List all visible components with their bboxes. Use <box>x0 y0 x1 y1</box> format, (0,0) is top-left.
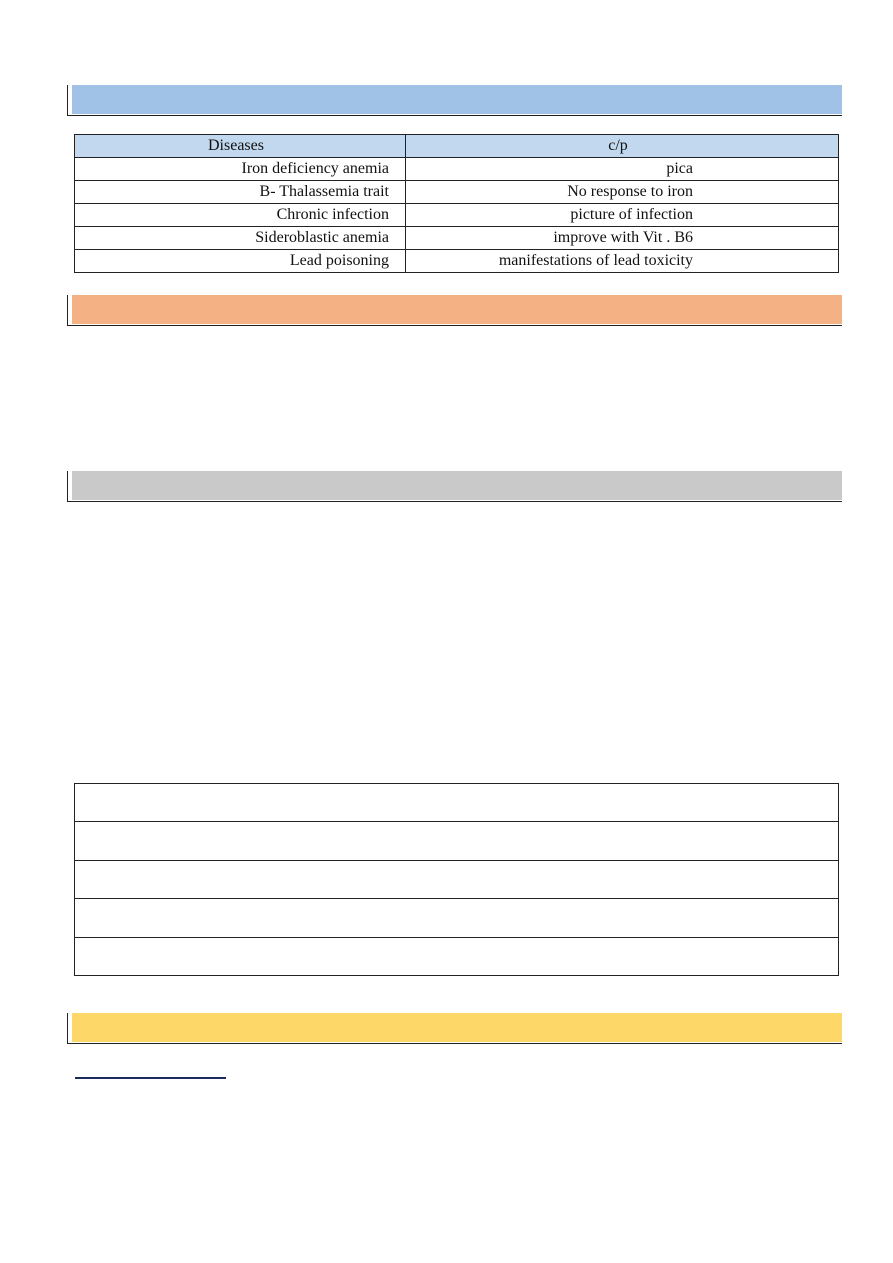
clinical-picture-cell: manifestations of lead toxicity <box>406 250 839 273</box>
header-diseases: Diseases <box>75 135 406 158</box>
empty-cell <box>75 899 839 937</box>
empty-table <box>74 783 839 976</box>
clinical-picture-cell: pica <box>406 158 839 181</box>
section-header-fill <box>72 471 842 500</box>
section-header-fill <box>72 85 842 114</box>
disease-cell: Chronic infection <box>75 204 406 227</box>
section-header-bar-yellow <box>67 1013 842 1044</box>
empty-cell <box>75 784 839 822</box>
underline-rule <box>75 1077 226 1079</box>
empty-cell <box>75 860 839 898</box>
section-header-fill <box>72 295 842 324</box>
clinical-picture-cell: No response to iron <box>406 181 839 204</box>
clinical-picture-cell: improve with Vit . B6 <box>406 227 839 250</box>
table-row <box>75 250 839 273</box>
section-header-bar-blue <box>67 85 842 116</box>
table-row <box>75 899 839 937</box>
table-row <box>75 227 839 250</box>
table-row <box>75 784 839 822</box>
clinical-picture-cell: picture of infection <box>406 204 839 227</box>
section-header-fill <box>72 1013 842 1042</box>
section-header-bar-gray <box>67 471 842 502</box>
table-header-row <box>75 135 839 158</box>
table-row <box>75 822 839 860</box>
header-clinical-picture: c/p <box>406 135 839 158</box>
empty-cell <box>75 822 839 860</box>
section-header-bar-orange <box>67 295 842 326</box>
table-row <box>75 937 839 975</box>
disease-cell: Sideroblastic anemia <box>75 227 406 250</box>
table-row <box>75 860 839 898</box>
differential-diagnosis-table <box>74 134 839 273</box>
table-row <box>75 204 839 227</box>
disease-cell: Lead poisoning <box>75 250 406 273</box>
disease-cell: B- Thalassemia trait <box>75 181 406 204</box>
table-row <box>75 181 839 204</box>
disease-cell: Iron deficiency anemia <box>75 158 406 181</box>
empty-cell <box>75 937 839 975</box>
table-row <box>75 158 839 181</box>
